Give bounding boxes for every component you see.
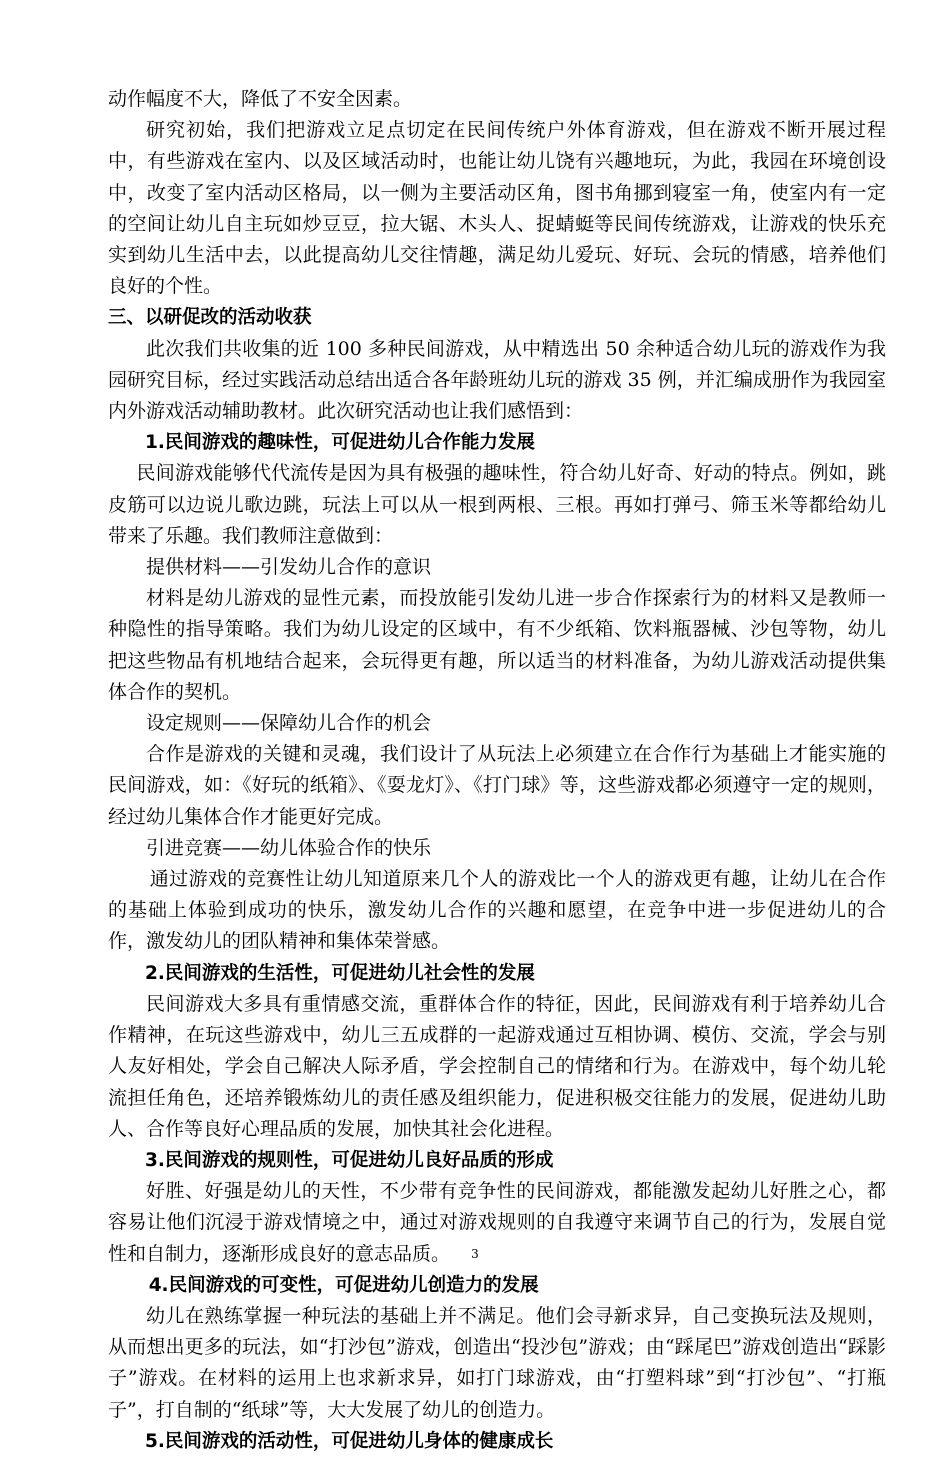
paragraph: 研究初始，我们把游戏立足点切定在民间传统户外体育游戏，但在游戏不断开展过程中，有些游戏在室内、以及区域活动时，也能让幼儿饶有兴趣地玩，为此，我园在环境创设中，改变了室内活动区格局，以一侧为主要活动区角，图书角挪到寝室一角，使室内有一定的空间让幼儿自主玩如炒豆豆，拉大锯、木头人、捉蜻蜓等民间传统游戏，让游戏的快乐充实到幼儿生活中去，以此提高幼儿交往情趣，满足幼儿爱玩、好玩、会玩的情感，培养他们良好的个性。 xyxy=(108,119,886,298)
page-number: 3 xyxy=(471,1247,479,1261)
paragraph: 材料是幼儿游戏的显性元素，而投放能引发幼儿进一步合作探索行为的材料又是教师一种隐性的指导策略。我们为幼儿设定的区域中，有不少纸箱、饮料瓶器械、沙包等物，幼儿把这些物品有机地结合起来，会玩得更有趣，所以适当的材料准备，为幼儿游戏活动提供集体合作的契机。 xyxy=(108,587,886,703)
paragraph: 好胜、好强是幼儿的天性，不少带有竞争性的民间游戏，都能激发起幼儿好胜之心，都容易让他们沉浸于游戏情境之中，通过对游戏规则的自我遵守来调节自己的行为，发展自觉性和自制力，逐渐形成良好的意志品质。 xyxy=(108,1180,886,1265)
subsection-heading: 5.民间游戏的活动性，可促进幼儿身体的健康成长 xyxy=(145,1430,554,1452)
subheading: 提供材料——引发幼儿合作的意识 xyxy=(146,556,432,579)
paragraph: 民间游戏能够代代流传是因为具有极强的趣味性，符合幼儿好奇、好动的特点。例如，跳皮筋可以边说儿歌边跳，玩法上可以从一根到两根、三根。再如打弹弓、筛玉米等都给幼儿带来了乐趣。我们教师注意做到： xyxy=(108,462,886,547)
subsection-heading: 1.民间游戏的趣味性，可促进幼儿合作能力发展 xyxy=(145,432,535,454)
paragraph: 合作是游戏的关键和灵魂，我们设计了从玩法上必须建立在合作行为基础上才能实施的民间游戏，如：《好玩的纸箱》、《耍龙灯》、《打门球》等，这些游戏都必须遵守一定的规则，经过幼儿集体合作才能更好完成。 xyxy=(108,743,886,828)
subheading: 引进竞赛——幼儿体验合作的快乐 xyxy=(146,836,432,859)
paragraph: 此次我们共收集的近 100 多种民间游戏，从中精选出 50 余种适合幼儿玩的游戏作为我园研究目标，经过实践活动总结出适合各年龄班幼儿玩的游戏 35 例，并汇编成册作为我园室内外游戏活动辅助教材。此次研究活动也让我们感悟到： xyxy=(108,337,886,423)
paragraph: 幼儿在熟练掌握一种玩法的基础上并不满足。他们会寻新求异，自己变换玩法及规则，从而想出更多的玩法，如“打沙包”游戏，创造出“投沙包”游戏；由“踩尾巴”游戏创造出“踩影子”游戏。在材料的运用上也求新求异，如打门球游戏，由“打塑料球”到“打沙包”、“打瓶子”，打自制的“纸球”等，大大发展了幼儿的创造力。 xyxy=(108,1304,886,1421)
paragraph: 民间游戏大多具有重情感交流，重群体合作的特征，因此，民间游戏有利于培养幼儿合作精神，在玩这些游戏中，幼儿三五成群的一起游戏通过互相协调、模仿、交流，学会与别人友好相处，学会自己解决人际矛盾，学会控制自己的情绪和行为。在游戏中，每个幼儿轮流担任角色，还培养锻炼幼儿的责任感及组织能力，促进积极交往能力的发展，促进幼儿助人、合作等良好心理品质的发展，加快其社会化进程。 xyxy=(108,992,886,1140)
section-heading: 三、以研促改的活动收获 xyxy=(108,307,312,329)
subsection-heading: 3.民间游戏的规则性，可促进幼儿良好品质的形成 xyxy=(145,1149,554,1171)
subheading: 设定规则——保障幼儿合作的机会 xyxy=(146,712,432,735)
paragraph: 通过游戏的竞赛性让幼儿知道原来几个人的游戏比一个人的游戏更有趣，让幼儿在合作的基础上体验到成功的快乐，激发幼儿合作的兴趣和愿望，在竞争中进一步促进幼儿的合作，激发幼儿的团队精神和集体荣誉感。 xyxy=(108,868,886,953)
subsection-heading: 2.民间游戏的生活性，可促进幼儿社会性的发展 xyxy=(145,962,535,984)
paragraph: 动作幅度不大，降低了不安全因素。 xyxy=(108,88,413,110)
subsection-heading: 4.民间游戏的可变性，可促进幼儿创造力的发展 xyxy=(148,1274,539,1296)
